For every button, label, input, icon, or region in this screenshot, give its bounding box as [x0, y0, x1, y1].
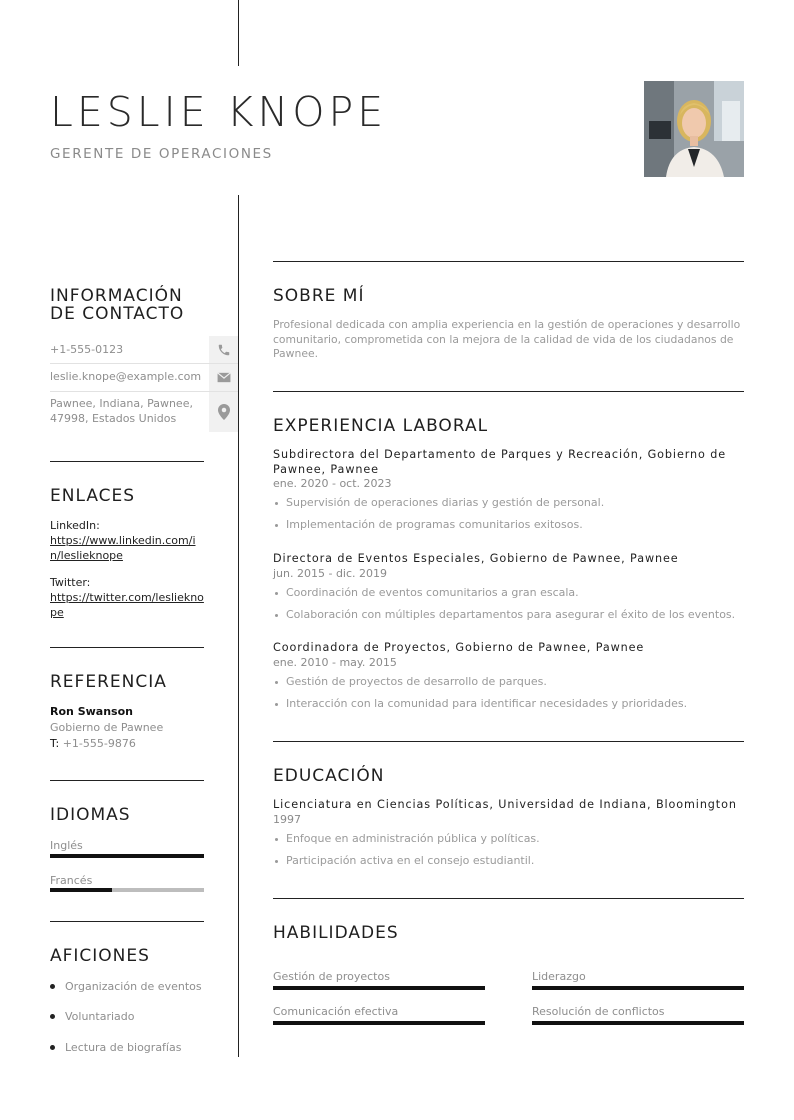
skill-bar [273, 986, 485, 990]
reference-phone-label: T: [50, 737, 60, 750]
contact-heading-line1: INFORMACIÓN [50, 286, 183, 306]
location-pin-icon [209, 392, 238, 432]
language-label-english: Inglés [50, 839, 83, 852]
experience-heading: EXPERIENCIA LABORAL [273, 416, 489, 436]
skill-bar [273, 1021, 485, 1025]
education-entry [273, 798, 744, 868]
contact-email[interactable]: leslie.knope@example.com [50, 370, 202, 383]
skill-bar [532, 1021, 744, 1025]
reference-phone-line [50, 736, 163, 752]
job-entry [273, 552, 744, 622]
reference-heading: REFERENCIA [50, 672, 167, 692]
bullet-icon [50, 1014, 55, 1019]
divider-about [273, 261, 744, 262]
contact-phone[interactable]: +1-555-0123 [50, 343, 124, 356]
twitter-item [50, 575, 210, 620]
hobby-label: Organización de eventos [65, 980, 202, 993]
skills-heading: HABILIDADES [273, 923, 399, 943]
job-entry [273, 448, 744, 532]
hobby-item [50, 1009, 230, 1024]
language-bar-french [50, 888, 204, 892]
skill-label: Gestión de proyectos [273, 970, 390, 983]
contact-address-row [50, 392, 238, 432]
phone-icon [209, 336, 238, 363]
skill-label: Comunicación efectiva [273, 1005, 399, 1018]
sidebar-vertical-divider [238, 195, 239, 1057]
envelope-icon [209, 364, 238, 391]
reference-org: Gobierno de Pawnee [50, 721, 164, 734]
divider-skills [273, 898, 744, 899]
job-dates: ene. 2020 - oct. 2023 [273, 477, 392, 490]
twitter-link[interactable]: https://twitter.com/lesliekno pe [50, 591, 204, 619]
job-bullet: Colaboración con múltiples departamentos para asegurar el éxito de los eventos. [273, 608, 744, 622]
divider-reference [50, 780, 204, 781]
language-bar-fill [50, 888, 112, 892]
degree-title: Licenciatura en Ciencias Políticas, Universidad de Indiana, Bloomington [273, 798, 737, 811]
hobby-item [50, 1040, 230, 1055]
education-bullet: Enfoque en administración pública y políticas. [273, 832, 744, 846]
contact-address [50, 396, 193, 426]
divider-languages [50, 921, 204, 922]
job-dates: ene. 2010 - may. 2015 [273, 655, 397, 669]
language-bar-english [50, 854, 204, 858]
profile-photo [644, 81, 744, 177]
job-title: Coordinadora de Proyectos, Gobierno de Pawnee, Pawnee [273, 641, 645, 654]
address-line1: Pawnee, Indiana, Pawnee, [50, 397, 193, 410]
linkedin-item [50, 518, 210, 563]
language-bar-fill [50, 854, 204, 858]
contact-phone-row [50, 336, 238, 364]
language-label-french: Francés [50, 874, 93, 887]
about-heading: SOBRE MÍ [273, 286, 365, 306]
candidate-name: LESLIE KNOPE [50, 88, 388, 136]
divider-links [50, 647, 204, 648]
bullet-icon [50, 984, 55, 989]
linkedin-label: LinkedIn: [50, 519, 100, 532]
skill-bar [532, 986, 744, 990]
twitter-label: Twitter: [50, 576, 91, 589]
education-bullet: Participación activa en el consejo estudiantil. [273, 854, 744, 868]
hobby-item [50, 979, 230, 994]
hobby-label: Lectura de biografías [65, 1041, 182, 1054]
job-title: Subdirectora del Departamento de Parques y Recreación, Gobierno de Pawnee, Pawnee [273, 448, 727, 476]
hobbies-heading: AFICIONES [50, 946, 150, 966]
contact-heading-line2: DE CONTACTO [50, 304, 185, 324]
divider-experience [273, 391, 744, 392]
job-bullet: Interacción con la comunidad para identificar necesidades y prioridades. [273, 697, 744, 711]
languages-heading: IDIOMAS [50, 805, 131, 825]
links-heading: ENLACES [50, 486, 136, 506]
address-line2: 47998, Estados Unidos [50, 412, 177, 425]
job-bullet: Gestión de proyectos de desarrollo de parques. [273, 675, 744, 689]
reference-phone: +1-555-9876 [62, 737, 136, 750]
reference-block [50, 704, 163, 752]
education-heading: EDUCACIÓN [273, 766, 385, 786]
job-dates: jun. 2015 - dic. 2019 [273, 566, 388, 580]
job-bullet: Coordinación de eventos comunitarios a gran escala. [273, 586, 744, 600]
hobby-label: Voluntariado [65, 1010, 135, 1023]
contact-email-row [50, 364, 238, 392]
job-bullet: Implementación de programas comunitarios exitosos. [273, 518, 744, 532]
reference-name: Ron Swanson [50, 705, 133, 718]
divider-contact [50, 461, 204, 462]
linkedin-link[interactable]: https://www.linkedin.com/i n/leslieknope [50, 534, 196, 562]
job-title: Directora de Eventos Especiales, Gobierno de Pawnee, Pawnee [273, 552, 679, 565]
skill-label: Liderazgo [532, 970, 586, 983]
degree-year: 1997 [273, 812, 301, 826]
job-bullet: Supervisión de operaciones diarias y gestión de personal. [273, 496, 744, 510]
bullet-icon [50, 1045, 55, 1050]
contact-heading [50, 287, 230, 323]
top-vertical-divider [238, 0, 239, 66]
skill-label: Resolución de conflictos [532, 1005, 665, 1018]
divider-education [273, 741, 744, 742]
candidate-title: GERENTE DE OPERACIONES [50, 146, 273, 162]
about-text: Profesional dedicada con amplia experiencia en la gestión de operaciones y desarrollo comunitario, comprometida con la mejora de la calidad de vida de los ciudadanos de Pawnee. [273, 318, 741, 361]
job-entry [273, 641, 744, 711]
